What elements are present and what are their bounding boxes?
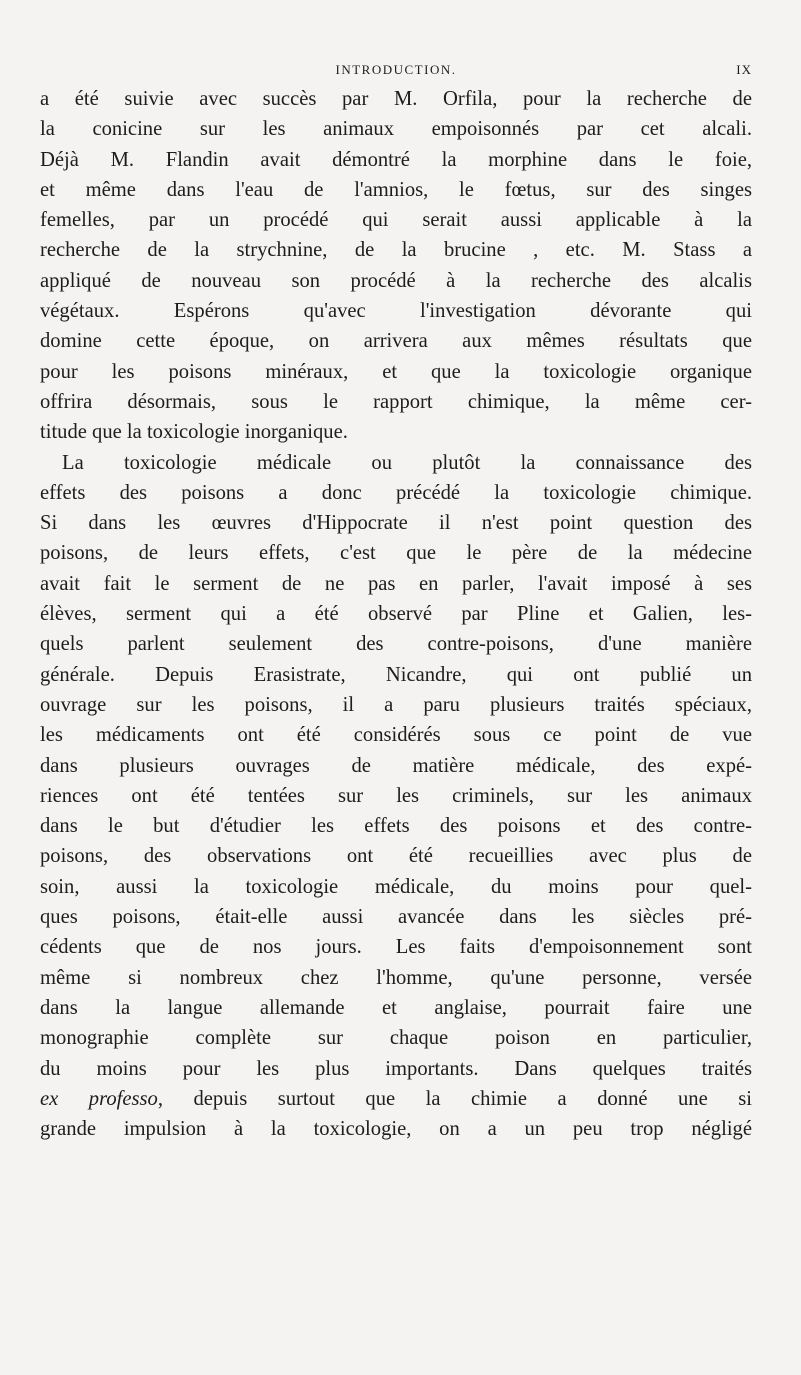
- text-line: dans le but d'étudier les effets des poisons et des contre-: [40, 815, 752, 838]
- text-line: riences ont été tentées sur les criminels, sur les animaux: [40, 784, 752, 807]
- page-number: IX: [736, 62, 752, 77]
- text-line: recherche de la strychnine, de la brucine , etc. M. Stass a: [40, 239, 752, 262]
- text-line: cédents que de nos jours. Les faits d'empoisonnement sont: [40, 936, 752, 959]
- page-header: [40, 62, 752, 82]
- text-line: dans la langue allemande et anglaise, pourrait faire une: [40, 996, 752, 1019]
- text-line: même si nombreux chez l'homme, qu'une personne, versée: [40, 966, 752, 989]
- text-line: les médicaments ont été considérés sous ce point de vue: [40, 724, 752, 747]
- text-line: domine cette époque, on arrivera aux mêmes résultats que: [40, 330, 752, 353]
- running-title: INTRODUCTION.: [335, 62, 457, 77]
- text-line: soin, aussi la toxicologie médicale, du moins pour quel-: [40, 875, 752, 898]
- text-line: dans plusieurs ouvrages de matière médicale, des expé-: [40, 754, 752, 777]
- text-line: Déjà M. Flandin avait démontré la morphine dans le foie,: [40, 148, 752, 171]
- text-line: élèves, serment qui a été observé par Pline et Galien, les-: [40, 603, 752, 626]
- text-line: titude que la toxicologie inorganique.: [40, 421, 348, 444]
- text-line: ouvrage sur les poisons, il a paru plusieurs traités spéciaux,: [40, 693, 752, 716]
- text-line: La toxicologie médicale ou plutôt la connaissance des: [62, 451, 752, 474]
- text-line: la conicine sur les animaux empoisonnés par cet alcali.: [40, 118, 752, 141]
- text-line: monographie complète sur chaque poison en particulier,: [40, 1027, 752, 1050]
- text-line: générale. Depuis Erasistrate, Nicandre, qui ont publié un: [40, 663, 752, 686]
- text-line: avait fait le serment de ne pas en parler, l'avait imposé à ses: [40, 572, 752, 595]
- text-line: appliqué de nouveau son procédé à la recherche des alcalis: [40, 269, 752, 292]
- text-line: offrira désormais, sous le rapport chimique, la même cer-: [40, 390, 752, 413]
- text-line: femelles, par un procédé qui serait aussi applicable à la: [40, 209, 752, 232]
- text-line: [40, 1084, 752, 1114]
- text-line: végétaux. Espérons qu'avec l'investigation dévorante qui: [40, 300, 752, 323]
- text-line: effets des poisons a donc précédé la toxicologie chimique.: [40, 481, 752, 504]
- text-line: pour les poisons minéraux, et que la toxicologie organique: [40, 360, 752, 383]
- body-text: [40, 84, 752, 1144]
- text-line: poisons, des observations ont été recueillies avec plus de: [40, 845, 752, 868]
- text-line: et même dans l'eau de l'amnios, le fœtus, sur des singes: [40, 178, 752, 201]
- text-line: du moins pour les plus importants. Dans quelques traités: [40, 1057, 752, 1080]
- text-line: Si dans les œuvres d'Hippocrate il n'est point question des: [40, 512, 752, 535]
- text-line: grande impulsion à la toxicologie, on a un peu trop négligé: [40, 1118, 752, 1141]
- italic-phrase: ex professo: [40, 1087, 158, 1110]
- text-line: a été suivie avec succès par M. Orfila, pour la recherche de: [40, 88, 752, 110]
- text-line: poisons, de leurs effets, c'est que le père de la médecine: [40, 542, 752, 565]
- text-line: ques poisons, était-elle aussi avancée dans les siècles pré-: [40, 906, 752, 929]
- text-line: quels parlent seulement des contre-poisons, d'une manière: [40, 633, 752, 656]
- text-line-rest: , depuis surtout que la chimie a donné une si: [157, 1087, 752, 1110]
